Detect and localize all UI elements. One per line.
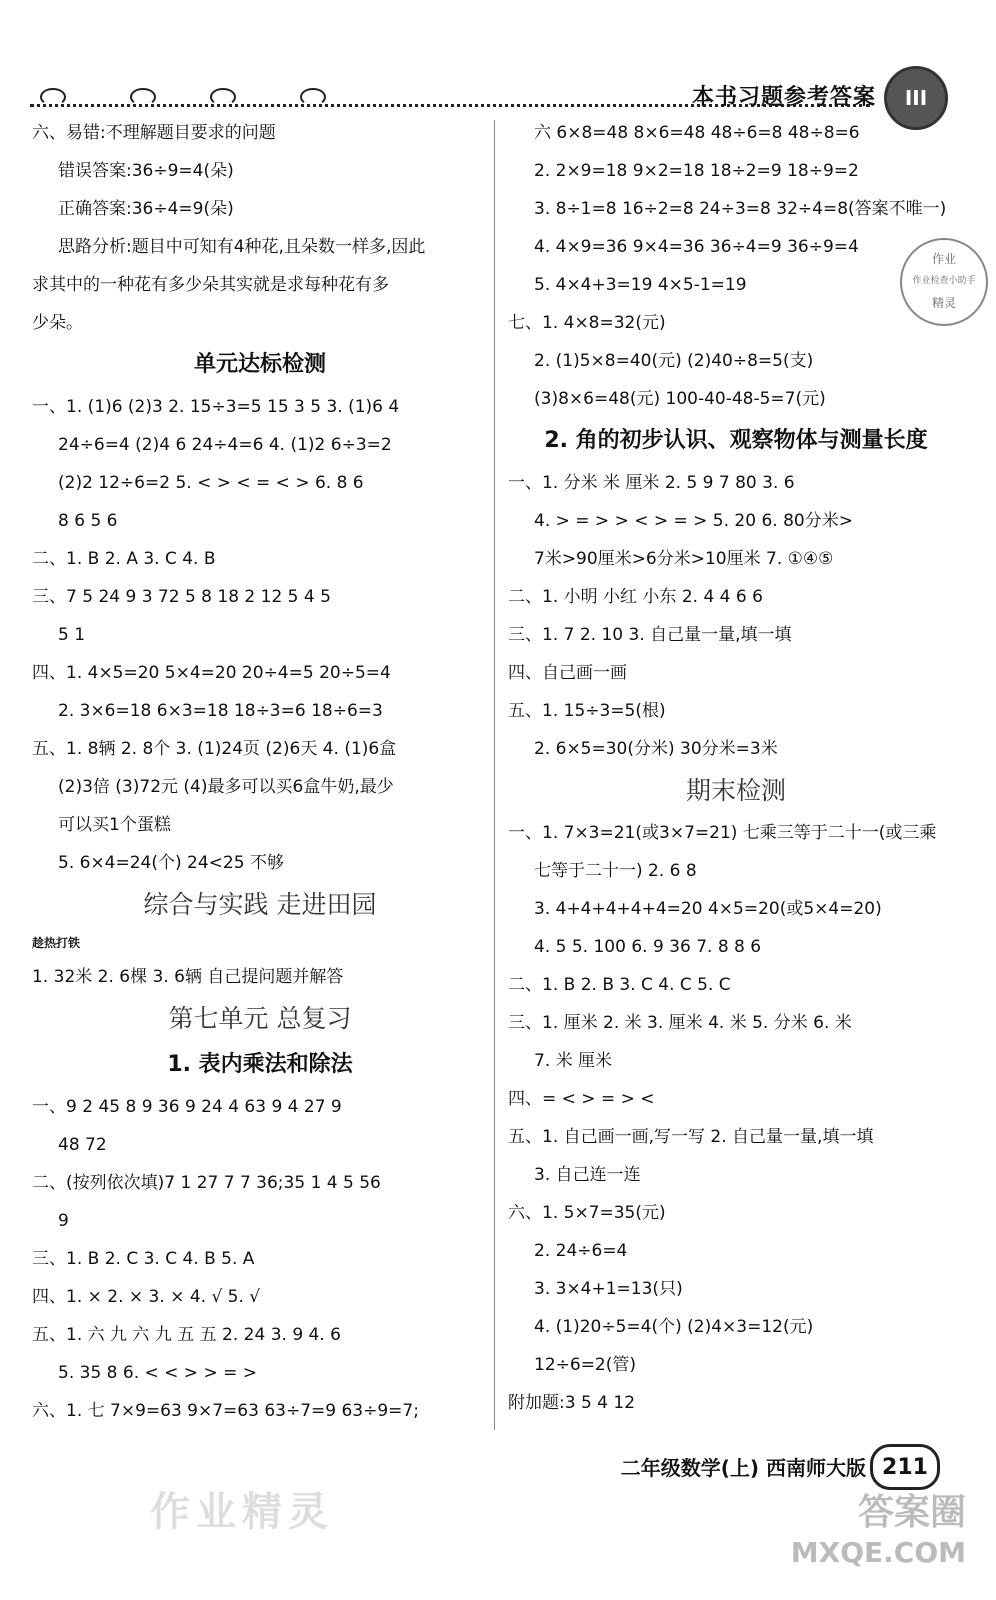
answer-line: 24÷6=4 (2)4 6 24÷4=6 4. (1)2 6÷3=2	[58, 435, 392, 455]
answer-line: 三、1. B 2. C 3. C 4. B 5. A	[32, 1249, 255, 1269]
answer-line: 8 6 5 6	[58, 511, 118, 531]
answer-line: 二、(按列依次填)7 1 27 7 7 36;35 1 4 5 56	[32, 1173, 381, 1193]
answer-line: 五、1. 自己画一画,写一写 2. 自己量一量,填一填	[508, 1127, 874, 1147]
answer-line: 3. 8÷1=8 16÷2=8 24÷3=8 32÷4=8(答案不唯一)	[534, 199, 947, 219]
answer-line: 7. 米 厘米	[534, 1051, 613, 1071]
answer-line: 12÷6=2(管)	[534, 1355, 637, 1375]
answer-line: 4. > = > > < > = > 5. 20 6. 80分米>	[534, 511, 853, 531]
section-heading: 单元达标检测	[193, 352, 326, 377]
answer-line: 2. 6×5=30(分米) 30分米=3米	[534, 739, 778, 759]
answer-line: 五、1. 8辆 2. 8个 3. (1)24页 (2)6天 4. (1)6盒	[32, 739, 397, 759]
answer-line: 附加题:3 5 4 12	[508, 1393, 636, 1413]
answer-line: 五、1. 15÷3=5(根)	[508, 701, 666, 721]
answer-line: 正确答案:36÷4=9(朵)	[58, 199, 234, 219]
answer-line: 7米>90厘米>6分米>10厘米 7. ①④⑤	[534, 549, 834, 569]
answer-line: 二、1. B 2. B 3. C 4. C 5. C	[508, 975, 731, 995]
answer-line: 2. 2×9=18 9×2=18 18÷2=9 18÷9=2	[534, 161, 859, 181]
watermark: 答案圈	[857, 1492, 966, 1533]
answer-line: 一、9 2 45 8 9 36 9 24 4 63 9 4 27 9	[32, 1097, 342, 1117]
answer-line: 六、1. 七 7×9=63 9×7=63 63÷7=9 63÷9=7;	[32, 1401, 419, 1421]
stamp-text: 作业检查小助手	[912, 276, 976, 286]
answer-line: 一、1. 7×3=21(或3×7=21) 七乘三等于二十一(或三乘	[508, 823, 937, 843]
answer-line: 三、7 5 24 9 3 72 5 8 18 2 12 5 4 5	[32, 587, 331, 607]
answer-line: 思路分析:题目中可知有4种花,且朵数一样多,因此	[58, 237, 426, 257]
answer-line: 趁热打铁	[32, 936, 81, 950]
section-heading: 第七单元 总复习	[168, 1004, 352, 1033]
answer-line: 三、1. 7 2. 10 3. 自己量一量,填一填	[508, 625, 792, 645]
answer-line: (2)3倍 (3)72元 (4)最多可以买6盒牛奶,最少	[58, 777, 394, 797]
answer-line: 七等于二十一) 2. 6 8	[534, 861, 697, 881]
stamp-text: 作业	[931, 252, 956, 266]
answer-line: 2. 24÷6=4	[534, 1241, 628, 1261]
answer-line: 五、1. 六 九 六 九 五 五 2. 24 3. 9 4. 6	[32, 1325, 341, 1345]
answer-line: 3. 自己连一连	[534, 1165, 641, 1185]
answer-line: 可以买1个蛋糕	[58, 815, 171, 835]
page-number: 211	[870, 1444, 940, 1490]
section-heading: 综合与实践 走进田园	[143, 890, 377, 919]
answer-line: 2. 3×6=18 6×3=18 18÷3=6 18÷6=3	[58, 701, 383, 721]
answer-line: 5. 35 8 6. < < > > = >	[58, 1363, 257, 1383]
stamp-text: 精灵	[931, 296, 956, 310]
swirl-ornament	[210, 88, 236, 106]
page-header	[0, 0, 996, 120]
watermark: MXQE.COM	[790, 1536, 966, 1569]
left-column	[32, 114, 488, 1430]
swirl-ornament	[300, 88, 326, 106]
answer-line: 四、自己画一画	[508, 663, 627, 683]
section-heading: 期末检测	[685, 776, 786, 805]
answer-line: 七、1. 4×8=32(元)	[508, 313, 666, 333]
watermark: 作业精灵	[150, 1489, 334, 1535]
right-column	[508, 114, 964, 1422]
answer-line: 5 1	[58, 625, 86, 645]
answer-line: 二、1. B 2. A 3. C 4. B	[32, 549, 216, 569]
answer-line: 六、1. 5×7=35(元)	[508, 1203, 666, 1223]
answer-line: 错误答案:36÷9=4(朵)	[58, 161, 234, 181]
answer-line: 1. 32米 2. 6棵 3. 6辆 自己提问题并解答	[32, 967, 344, 987]
answer-line: 四、= < > = > <	[508, 1089, 655, 1109]
answer-line: 四、1. × 2. × 3. × 4. √ 5. √	[32, 1287, 261, 1307]
answer-line: (3)8×6=48(元) 100-40-48-5=7(元)	[534, 389, 826, 409]
answer-line: 少朵。	[32, 313, 83, 333]
stamp-seal	[900, 238, 988, 326]
swirl-ornament	[130, 88, 156, 106]
answer-line: (2)2 12÷6=2 5. < > < = < > 6. 8 6	[58, 473, 364, 493]
book-logo-icon: III	[884, 66, 948, 130]
answer-line: 求其中的一种花有多少朵其实就是求每种花有多	[32, 275, 389, 295]
answer-line: 9	[58, 1211, 69, 1231]
answer-line: 二、1. 小明 小红 小东 2. 4 4 6 6	[508, 587, 763, 607]
answer-line: 三、1. 厘米 2. 米 3. 厘米 4. 米 5. 分米 6. 米	[508, 1013, 852, 1033]
answer-line: 六、易错:不理解题目要求的问题	[32, 123, 276, 143]
section-heading: 1. 表内乘法和除法	[167, 1052, 353, 1077]
answer-line: 2. (1)5×8=40(元) (2)40÷8=5(支)	[534, 351, 814, 371]
answer-line: 48 72	[58, 1135, 107, 1155]
answer-line: 四、1. 4×5=20 5×4=20 20÷4=5 20÷5=4	[32, 663, 391, 683]
answer-line: 5. 6×4=24(个) 24<25 不够	[58, 853, 284, 873]
column-divider	[494, 120, 495, 1430]
answer-line: 4. 4×9=36 9×4=36 36÷4=9 36÷9=4	[534, 237, 859, 257]
section-heading: 2. 角的初步认识、观察物体与测量长度	[544, 428, 928, 453]
book-edition-label: 二年级数学(上) 西南师大版	[620, 1456, 866, 1480]
answer-line: 4. (1)20÷5=4(个) (2)4×3=12(元)	[534, 1317, 814, 1337]
answer-line: 4. 5 5. 100 6. 9 36 7. 8 8 6	[534, 937, 762, 957]
answer-line: 5. 4×4+3=19 4×5-1=19	[534, 275, 747, 295]
swirl-ornament	[40, 88, 66, 106]
answer-line: 3. 3×4+1=13(只)	[534, 1279, 683, 1299]
answer-line: 3. 4+4+4+4+4=20 4×5=20(或5×4=20)	[534, 899, 882, 919]
answer-line: 一、1. (1)6 (2)3 2. 15÷3=5 15 3 5 3. (1)6 4	[32, 397, 400, 417]
answer-line: 六 6×8=48 8×6=48 48÷6=8 48÷8=6	[534, 123, 860, 143]
page-title: 本书习题参考答案	[691, 85, 876, 110]
answer-line: 一、1. 分米 米 厘米 2. 5 9 7 80 3. 6	[508, 473, 795, 493]
